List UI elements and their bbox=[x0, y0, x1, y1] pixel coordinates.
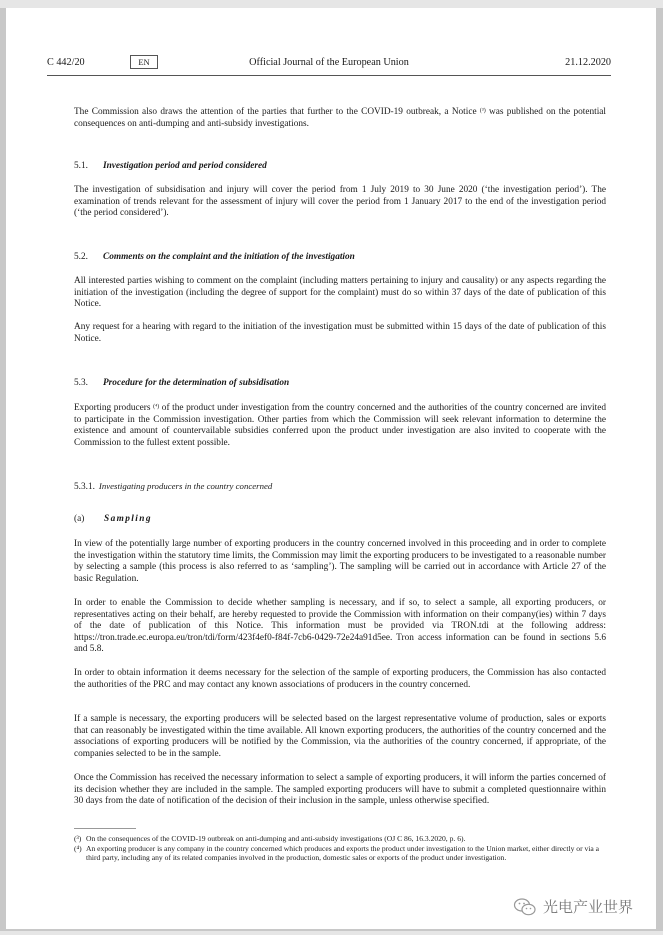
footnote-mark: (⁴) bbox=[74, 843, 82, 853]
paragraph-text-cont: of the product under investigation from the country concerned and the authorities of the country concerned are invited to participate in the Commission investigation. Other parties from which the Commission will seek relevant information to determine the existence and amount of countervailable subsidies conferred upon the product under investigation are also invited to cooperate with the Commission to the fullest extent possible. bbox=[74, 403, 606, 448]
journal-header bbox=[47, 55, 611, 76]
intro-paragraph bbox=[74, 106, 606, 130]
paragraph-text: Exporting producers bbox=[74, 403, 154, 413]
publication-date: 21.12.2020 bbox=[565, 57, 611, 68]
item-letter: (a) bbox=[74, 514, 85, 524]
section-title: Investigating producers in the country concerned bbox=[98, 481, 273, 491]
section-5-1-heading bbox=[74, 161, 267, 173]
section-5-3-heading bbox=[74, 378, 289, 390]
sampling-paragraph-3: In order to obtain information it deems necessary for the selection of the sample of exporting producers, the Commission has also contacted the authorities of the PRC and may contact any known associations of producers in the country concerned. bbox=[74, 668, 606, 690]
section-5-1-paragraph: The investigation of subsidisation and injury will cover the period from 1 July 2019 to 30 June 2020 (‘the investigation period’). The examination of trends relevant for the assessment of injury will cover the period from 1 January 2017 to the end of the investigation period (‘the period considered’). bbox=[74, 185, 606, 218]
sampling-heading bbox=[74, 514, 152, 526]
language-badge: EN bbox=[130, 55, 158, 69]
watermark-text: 光电产业世界 bbox=[543, 898, 634, 916]
section-title: Comments on the complaint and the initiation of the investigation bbox=[103, 252, 355, 262]
footnote-separator bbox=[74, 828, 136, 829]
wechat-icon bbox=[513, 897, 537, 917]
section-5-2-paragraph-1: All interested parties wishing to comment on the complaint (including matters pertaining to injury and causality) or any aspects regarding the initiation of the investigation (including the degree of support for the complaint) must do so within 37 days of the date of publication of this Notice. bbox=[74, 276, 606, 309]
sampling-paragraph-4: If a sample is necessary, the exporting producers will be selected based on the largest representative volume of production, sales or exports that can reasonably be investigated within the time available. All known exporting producers, the authorities of the country concerned and the associations of exporting producers will be notified by the Commission, via the authorities of the country concerned, if appropriate, of the companies selected to be in the sample. bbox=[74, 714, 606, 759]
journal-title: Official Journal of the European Union bbox=[249, 57, 409, 68]
footnote-ref-3[interactable]: (³) bbox=[479, 108, 486, 114]
page-frame-right bbox=[656, 8, 663, 930]
intro-text: The Commission also draws the attention of the parties that further to the COVID-19 outbreak, a Notice bbox=[74, 107, 480, 117]
section-5-2-heading bbox=[74, 252, 355, 264]
section-5-3-paragraph bbox=[74, 402, 606, 449]
footnote-text: An exporting producer is any company in the country concerned which produces and exports the product under investigation to the Union market, either directly or via a third party, including any of its related companies involved in the production, domestic sales or exports of the product under investigation. bbox=[86, 843, 600, 863]
sampling-paragraph-1: In view of the potentially large number of exporting producers in the country concerned involved in this proceeding and in order to complete the investigation within the statutory time limits, the Commission may limit the exporting producers to be investigated to a reasonable number by selecting a sample (this process is also referred to as ‘sampling’). The sampling will be carried out in accordance with Article 27 of the basic Regulation. bbox=[74, 539, 606, 584]
footnote-mark: (³) bbox=[74, 834, 82, 843]
footnote-3 bbox=[74, 834, 606, 844]
intro-text-cont: was published on the potential consequences on anti-dumping and anti-subsidy investigations. bbox=[74, 107, 606, 129]
sampling-paragraph-5: Once the Commission has received the necessary information to select a sample of exporting producers, it will inform the parties concerned of its decision whether they are included in the sample. The sampled exporting producers will have to submit a completed questionnaire within 30 days from the date of notification of the decision of their inclusion in the sample, unless otherwise specified. bbox=[74, 773, 606, 806]
section-number: 5.3. bbox=[74, 378, 88, 388]
watermark bbox=[513, 896, 633, 917]
item-title: Sampling bbox=[104, 514, 152, 524]
section-5-3-1-heading bbox=[74, 481, 272, 494]
section-5-2-paragraph-2: Any request for a hearing with regard to the initiation of the investigation must be submitted within 15 days of the date of publication of this Notice. bbox=[74, 322, 606, 344]
page-frame-bottom bbox=[0, 929, 663, 931]
section-number: 5.2. bbox=[74, 252, 88, 262]
oj-number: C 442/20 bbox=[47, 57, 85, 68]
sampling-paragraph-2: In order to enable the Commission to decide whether sampling is necessary, and if so, to select a sample, all exporting producers, or representatives acting on their behalf, are hereby requested to provide the Commission with information on their company(ies) within 7 days of the date of publication of this Notice. This information must be provided via TRON.tdi at the following address: https://tron.trade.ec.europa.eu/tron/tdi/form/423f4ef0-f84f-7cb6-0429-72e24a91d5ee. Tron access information can be found in sections 5.6 and 5.8. bbox=[74, 598, 606, 654]
section-title: Procedure for the determination of subsidisation bbox=[103, 378, 290, 388]
section-number: 5.3.1. bbox=[74, 482, 95, 492]
footnotes bbox=[74, 834, 606, 863]
footnote-text: On the consequences of the COVID-19 outbreak on anti-dumping and anti-subsidy investigations (OJ C 86, 16.3.2020, p. 6). bbox=[86, 834, 466, 843]
section-number: 5.1. bbox=[74, 161, 88, 171]
footnote-ref-4[interactable]: (⁴) bbox=[153, 404, 160, 410]
section-title: Investigation period and period considered bbox=[103, 161, 267, 171]
footnote-4 bbox=[74, 844, 606, 863]
